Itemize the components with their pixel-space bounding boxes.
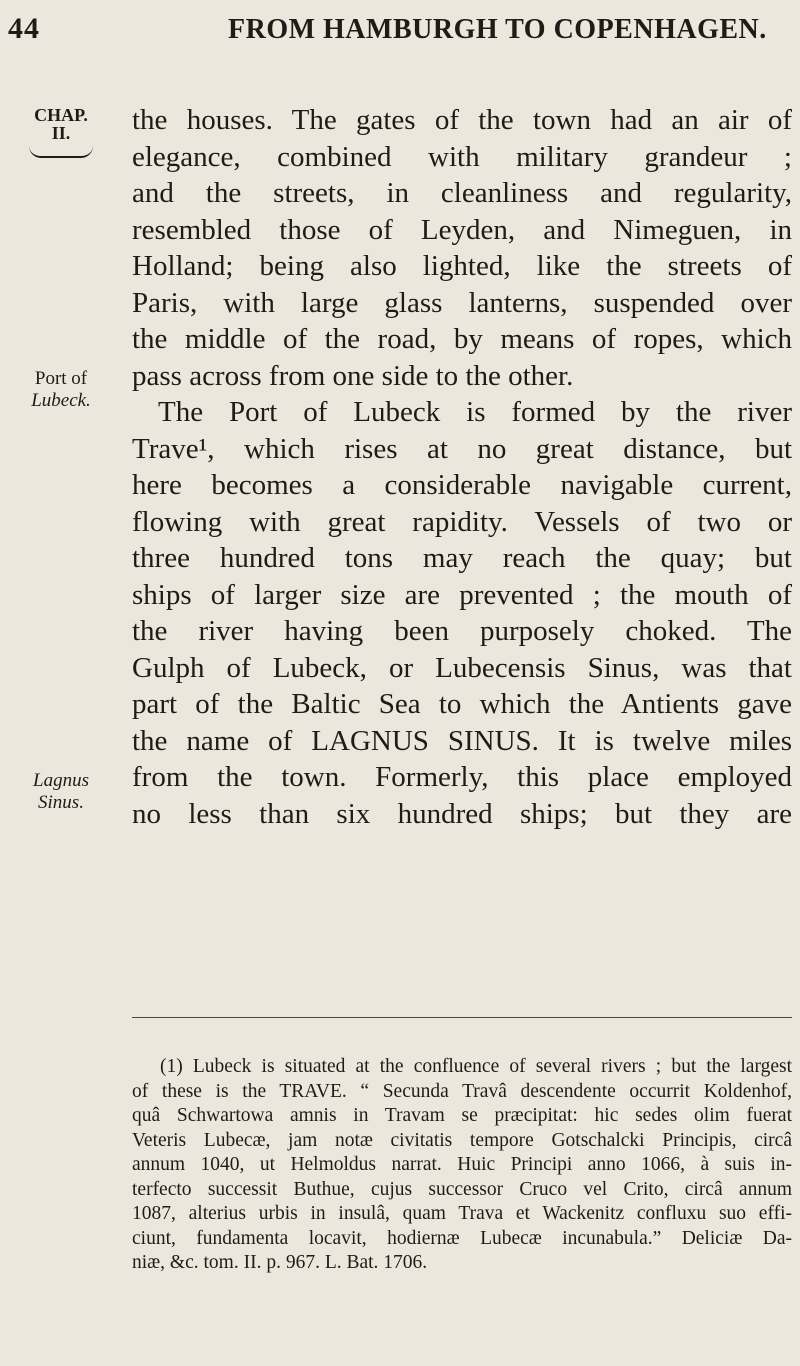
main-text — [132, 102, 792, 832]
text-line: ships of larger size are prevented ; the mouth of — [132, 578, 792, 611]
text-line: flowing with great rapidity. Vessels of two or — [132, 505, 792, 538]
text-line: resembled those of Leyden, and Nimeguen, in — [132, 213, 792, 246]
chapter-brace — [29, 146, 93, 158]
footnote-line: niæ, &c. tom. II. p. 967. L. Bat. 1706. — [132, 1252, 428, 1273]
footnote-divider — [132, 1017, 792, 1018]
side-note-lagnus-sinus — [6, 770, 116, 814]
running-head: FROM HAMBURGH TO COPENHAGEN. — [228, 14, 767, 45]
chapter-label: CHAP. — [34, 105, 88, 125]
page-header — [0, 10, 800, 50]
side-note-line: Lubeck. — [31, 390, 91, 411]
text-line: Gulph of Lubeck, or Lubecensis Sinus, was that — [132, 651, 792, 684]
footnote-line: 1087, alterius urbis in insulâ, quam Trava et Wackenitz confluxu suo effi- — [132, 1203, 792, 1224]
footnote — [132, 1055, 792, 1276]
text-line: Paris, with large glass lanterns, suspended over — [132, 286, 792, 319]
text-line: The Port of Lubeck is formed by the river — [158, 396, 792, 428]
text-line: Holland; being also lighted, like the streets of — [132, 250, 792, 282]
footnote-line: (1) Lubeck is situated at the confluence of several rivers ; but the largest — [160, 1056, 792, 1077]
footnote-line: of these is the TRAVE. “ Secunda Travâ descendente occurrit Koldenhof, — [132, 1080, 792, 1102]
side-note-line: Sinus. — [38, 792, 84, 813]
text-line: no less than six hundred ships; but they are — [132, 797, 792, 830]
page-number: 44 — [8, 12, 40, 45]
text-line: part of the Baltic Sea to which the Antients gave — [132, 688, 792, 720]
text-line: Trave¹, which rises at no great distance, but — [132, 432, 792, 465]
side-note-port-of-lubeck — [6, 368, 116, 412]
footnote-line: ciunt, fundamenta locavit, hodiernæ Lubecæ incunabula.” Deliciæ Da- — [132, 1227, 792, 1249]
text-line: the river having been purposely choked. The — [132, 615, 792, 647]
text-line: elegance, combined with military grandeur ; — [132, 140, 792, 173]
text-line: pass across from one side to the other. — [132, 359, 574, 392]
text-line: the houses. The gates of the town had an air of — [132, 104, 792, 136]
chapter-number: II. — [51, 123, 71, 143]
text-line: the middle of the road, by means of ropes, which — [132, 323, 792, 355]
footnote-line: Veteris Lubecæ, jam notæ civitatis tempore Gotschalcki Principis, circâ — [132, 1129, 792, 1151]
text-line: three hundred tons may reach the quay; but — [132, 542, 792, 574]
side-note-line: Lagnus — [33, 770, 89, 791]
footnote-line: terfecto successit Buthue, cujus successor Cruco vel Crito, circâ annum — [132, 1178, 792, 1200]
text-line: the name of LAGNUS SINUS. It is twelve miles — [132, 724, 792, 757]
text-line: here becomes a considerable navigable current, — [132, 469, 792, 501]
footnote-line: quâ Schwartowa amnis in Travam se præcipitat: hic sedes olim fuerat — [132, 1105, 792, 1126]
footnote-line: annum 1040, ut Helmoldus narrat. Huic Principi anno 1066, à suis in- — [132, 1154, 792, 1175]
chapter-marker — [26, 106, 96, 158]
text-line: from the town. Formerly, this place employed — [132, 761, 792, 793]
text-line: and the streets, in cleanliness and regularity, — [132, 177, 792, 209]
side-note-line: Port of — [34, 368, 88, 389]
